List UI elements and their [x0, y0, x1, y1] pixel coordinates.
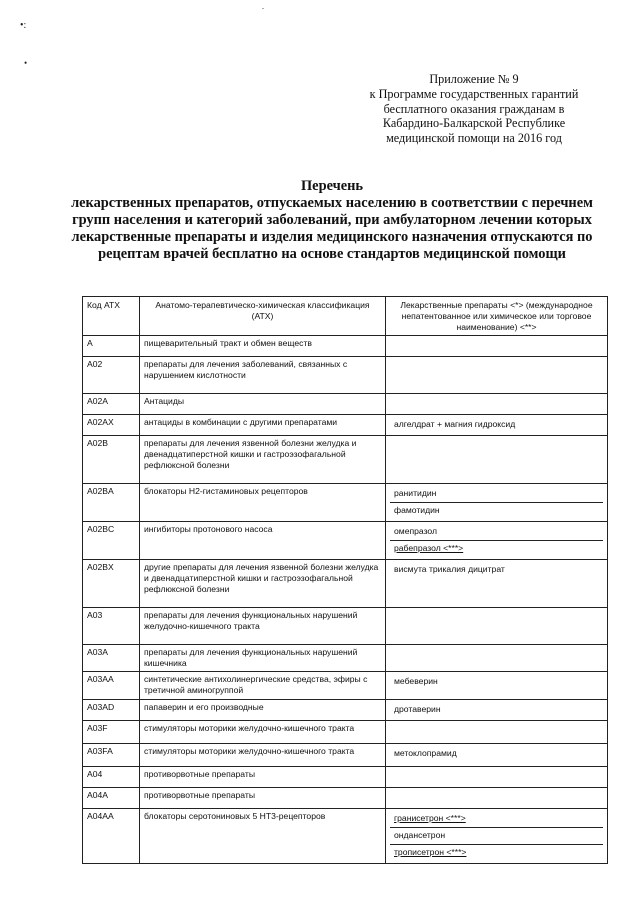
drug-list-cell — [386, 721, 608, 744]
atx-classification-cell: синтетические антихолинергические средства, эфиры с третичной аминогруппой — [140, 672, 386, 700]
atx-classification-cell: блокаторы Н2-гистаминовых рецепторов — [140, 484, 386, 522]
drug-list-cell — [386, 767, 608, 788]
drug-name: ондансетрон — [390, 828, 603, 845]
table-row — [83, 767, 608, 788]
margin-mark: •: — [20, 20, 27, 31]
drug-name: омепразол — [390, 524, 603, 541]
drug-list-cell — [386, 522, 608, 560]
atx-code-cell: A03 — [83, 608, 140, 645]
drug-name: трописетрон <***> — [394, 847, 467, 857]
drug-name: ранитидин — [390, 486, 603, 503]
appendix-line: к Программе государственных гарантий — [369, 86, 579, 101]
atx-code-cell: A02B — [83, 436, 140, 484]
atx-code-cell: A04AA — [83, 809, 140, 864]
appendix-line: Кабардино-Балкарской Республике — [382, 116, 566, 131]
header-code: Код АТХ — [83, 297, 140, 336]
atx-classification-cell: блокаторы серотониновых 5 НТ3-рецепторов — [140, 809, 386, 864]
drug-name — [390, 338, 603, 354]
atx-classification-cell: пищеварительный тракт и обмен веществ — [140, 336, 386, 357]
table-row — [83, 809, 608, 864]
table-row — [83, 522, 608, 560]
atx-code-cell: A02AX — [83, 415, 140, 436]
atx-classification-cell: Антациды — [140, 394, 386, 415]
atx-classification-cell: стимуляторы моторики желудочно-кишечного тракта — [140, 744, 386, 767]
drug-list-cell — [386, 608, 608, 645]
table-row — [83, 645, 608, 672]
atx-classification-cell: препараты для лечения заболеваний, связанных с нарушением кислотности — [140, 357, 386, 394]
drug-list-cell — [386, 394, 608, 415]
table-row — [83, 560, 608, 608]
header-drugs: Лекарственные препараты <*> (международное непатентованное или химическое или торговое наименование) <**> — [386, 297, 608, 336]
table-header-row — [83, 297, 608, 336]
drug-name: мебеверин — [394, 676, 438, 686]
header-classification: Анатомо-терапевтическо-химическая классификация (АТХ) — [140, 297, 386, 336]
drug-list-cell — [386, 672, 608, 700]
drug-name: метоклопрамид — [394, 748, 457, 758]
table-row — [83, 436, 608, 484]
drug-name: дротаверин — [394, 704, 441, 714]
atx-classification-cell: антациды в комбинации с другими препаратами — [140, 415, 386, 436]
drug-name — [390, 790, 603, 806]
drug-name — [390, 723, 603, 739]
appendix-line: медицинской помощи на 2016 год — [386, 131, 562, 146]
table-row — [83, 721, 608, 744]
table-row — [83, 357, 608, 394]
drug-list-cell — [386, 645, 608, 672]
drug-name: алгелдрат + магния гидроксид — [394, 419, 516, 429]
table-row — [83, 700, 608, 721]
table-row — [83, 744, 608, 767]
atx-classification-cell: препараты для лечения функциональных нарушений желудочно-кишечного тракта — [140, 608, 386, 645]
atx-code-cell: A02BC — [83, 522, 140, 560]
drug-name — [390, 647, 603, 663]
atx-code-cell: A04 — [83, 767, 140, 788]
atx-classification-cell: противорвотные препараты — [140, 788, 386, 809]
atx-code-cell: A02BA — [83, 484, 140, 522]
table-row — [83, 415, 608, 436]
atx-classification-cell: другие препараты для лечения язвенной болезни желудка и двенадцатиперстной кишки и гастроэзофагальной рефлюксной болезни — [140, 560, 386, 608]
drug-name: рабепразол <***> — [394, 543, 464, 553]
appendix-line: бесплатного оказания гражданам в — [383, 101, 565, 116]
atx-code-cell: A03F — [83, 721, 140, 744]
table-row — [83, 336, 608, 357]
drug-list-cell — [386, 415, 608, 436]
title-subtitle: лекарственных препаратов, отпускаемых населению в соответствии с перечнем групп населения и категорий заболеваний, при амбулаторном лечении которых лекарственные препараты и изделия медицинского назначения отпускаются по рецептам врачей бесплатно на основе стандартов медицинской помощи — [71, 195, 593, 262]
drug-list-cell — [386, 484, 608, 522]
table-row — [83, 788, 608, 809]
atx-classification-cell: стимуляторы моторики желудочно-кишечного тракта — [140, 721, 386, 744]
drug-list-cell — [386, 700, 608, 721]
atx-classification-cell: противорвотные препараты — [140, 767, 386, 788]
atx-classification-cell: препараты для лечения функциональных нарушений кишечника — [140, 645, 386, 672]
margin-mark: • — [24, 58, 28, 68]
atx-code-cell: A — [83, 336, 140, 357]
margin-mark: . — [262, 2, 264, 11]
drug-name: гранисетрон <***> — [390, 811, 603, 828]
drug-list-cell — [386, 336, 608, 357]
drug-list-cell — [386, 560, 608, 608]
drug-name — [390, 396, 603, 412]
table-row — [83, 608, 608, 645]
atx-code-cell: A02 — [83, 357, 140, 394]
drug-list-cell — [386, 809, 608, 864]
atx-code-cell: A03FA — [83, 744, 140, 767]
atx-code-cell: A04A — [83, 788, 140, 809]
appendix-line: Приложение № 9 — [429, 72, 519, 86]
title-heading: Перечень — [300, 178, 364, 194]
atx-classification-cell: папаверин и его производные — [140, 700, 386, 721]
atx-code-cell: A03AA — [83, 672, 140, 700]
drug-name — [390, 359, 603, 375]
atx-classification-cell: препараты для лечения язвенной болезни желудка и двенадцатиперстной кишки и гастроэзофагальной рефлюксной болезни — [140, 436, 386, 484]
drug-list-cell — [386, 436, 608, 484]
appendix-header — [340, 72, 608, 146]
atx-code-cell: A02A — [83, 394, 140, 415]
drug-name: фамотидин — [394, 505, 440, 515]
document-title — [58, 178, 606, 263]
atx-classification-cell: ингибиторы протонового насоса — [140, 522, 386, 560]
table-body — [83, 336, 608, 864]
drug-name — [390, 769, 603, 785]
drug-list-cell — [386, 744, 608, 767]
table-row — [83, 394, 608, 415]
drug-name: висмута трикалия дицитрат — [394, 564, 505, 574]
drug-name — [390, 438, 603, 454]
atx-code-cell: A03A — [83, 645, 140, 672]
drug-list-cell — [386, 788, 608, 809]
atx-table — [82, 296, 608, 864]
drug-name — [390, 610, 603, 626]
table-row — [83, 484, 608, 522]
drug-list-cell — [386, 357, 608, 394]
atx-code-cell: A03AD — [83, 700, 140, 721]
table-row — [83, 672, 608, 700]
atx-code-cell: A02BX — [83, 560, 140, 608]
